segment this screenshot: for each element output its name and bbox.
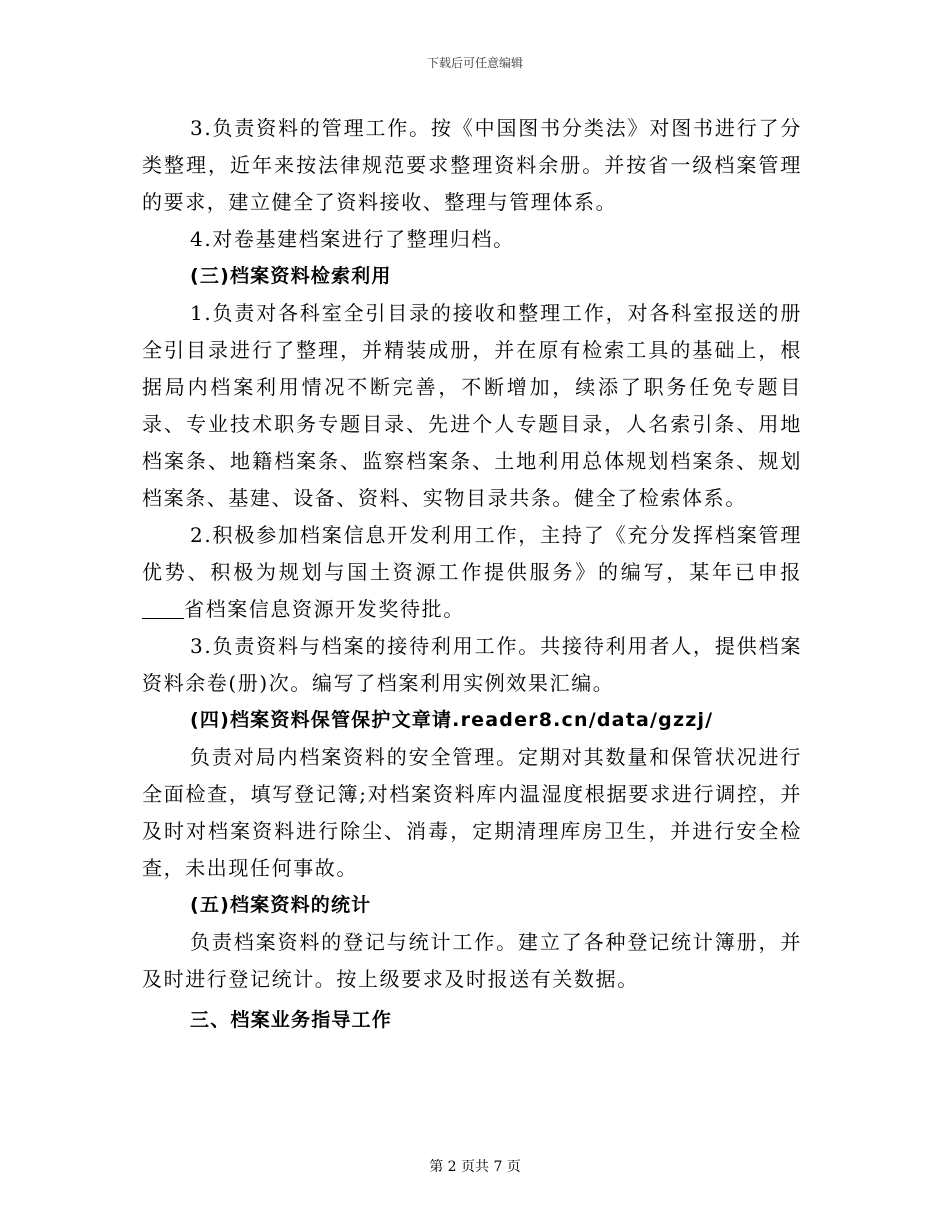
info-development-text-end: 省档案信息资源开发奖待批。: [184, 597, 465, 621]
section-heading-statistics: (五)档案资料的统计: [190, 894, 372, 916]
page-header: 下载后可任意编辑: [426, 56, 523, 70]
info-development-text: 2.积极参加档案信息开发利用工作，主持了《充分发挥档案管理优势、积极为规划与国土资源工作提供服务》的编写，某年已申报: [142, 523, 802, 584]
paragraph-safety-management: 负责对局内档案资料的安全管理。定期对其数量和保管状况进行全面检查，填写登记簿;对档案资料库内温湿度根据要求进行调控，并及时对档案资料进行除尘、消毒，定期清理库房卫生，并进行安全检查，未出现任何事故。: [142, 745, 802, 880]
blank-underline: [142, 598, 184, 619]
document-body: [142, 110, 802, 1039]
page-footer: 第 2 页共 7 页: [429, 1159, 521, 1175]
section-heading-retrieval: (三)档案资料检索利用: [190, 265, 392, 287]
paragraph-info-development: [142, 517, 802, 628]
section-heading-custody: (四)档案资料保管保护文章请.reader8.cn/data/gzzj/: [190, 709, 714, 731]
section-heading-guidance: 三、档案业务指导工作: [190, 1009, 393, 1031]
paragraph-catalog-receiving: 1.负责对各科室全引目录的接收和整理工作，对各科室报送的册全引目录进行了整理，并精装成册，并在原有检索工具的基础上，根据局内档案利用情况不断完善，不断增加，续添了职务任免专题目录、专业技术职务专题目录、先进个人专题目录，人名索引条、用地档案条、地籍档案条、监察档案条、土地利用总体规划档案条、规划档案条、基建、设备、资料、实物目录共条。健全了检索体系。: [142, 301, 802, 510]
paragraph-capital-construction-archive: 4.对卷基建档案进行了整理归档。: [190, 227, 515, 251]
paragraph-reception-utilization: 3.负责资料与档案的接待利用工作。共接待利用者人，提供档案资料余卷(册)次。编写了档案利用实例效果汇编。: [142, 634, 802, 695]
paragraph-resource-management: 3.负责资料的管理工作。按《中国图书分类法》对图书进行了分类整理，近年来按法律规范要求整理资料余册。并按省一级档案管理的要求，建立健全了资料接收、整理与管理体系。: [142, 116, 802, 214]
paragraph-registration-statistics: 负责档案资料的登记与统计工作。建立了各种登记统计簿册，并及时进行登记统计。按上级要求及时报送有关数据。: [142, 930, 802, 991]
